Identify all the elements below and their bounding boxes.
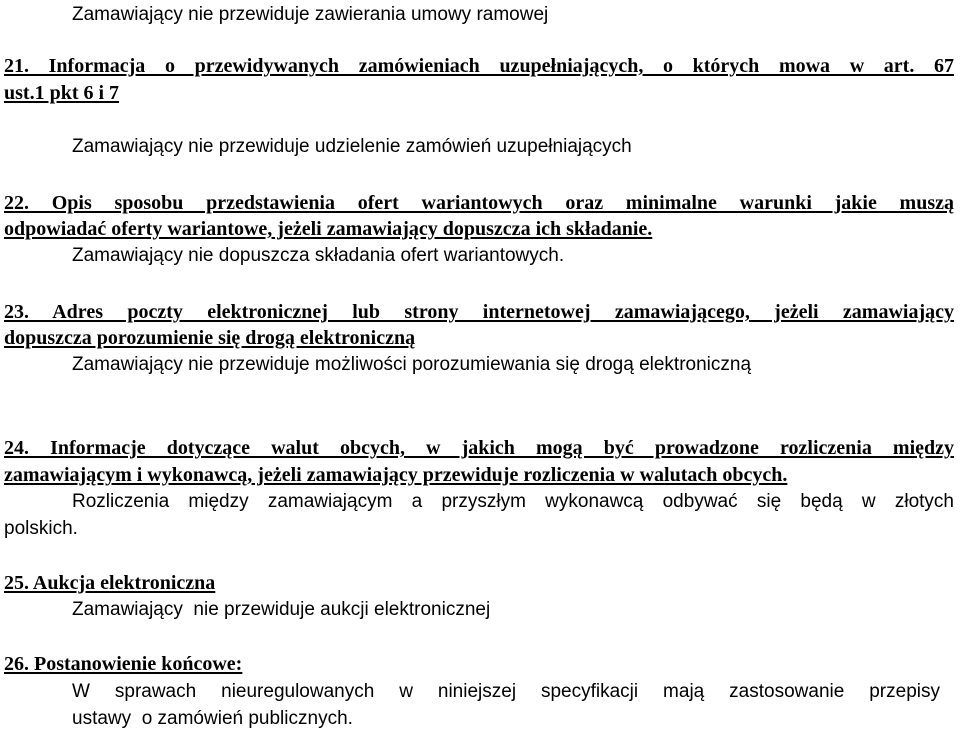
section-21-body: Zamawiający nie przewiduje udzielenie zamówień uzupełniających [72, 136, 632, 157]
section-25-heading: 25. Aukcja elektroniczna [4, 572, 216, 594]
section-24-heading-line-2: zamawiającym i wykonawcą, jeżeli zamawiający przewiduje rozliczenia w walutach obcych. [4, 464, 788, 486]
section-24-body-line-1: Rozliczenia między zamawiającym a przyszłym wykonawcą odbywać się będą w złotych [72, 491, 954, 512]
section-26-body-line-1: W sprawach nieuregulowanych w niniejszej specyfikacji mają zastosowanie przepisy [72, 681, 940, 702]
section-22-body: Zamawiający nie dopuszcza składania ofert wariantowych. [72, 245, 565, 266]
section-23-heading-line-1: 23. Adres poczty elektronicznej lub strony internetowej zamawiającego, jeżeli zamawiający [4, 301, 954, 323]
section-24-heading-line-1: 24. Informacje dotyczące walut obcych, w jakich mogą być prowadzone rozliczenia między [4, 437, 954, 459]
section-26-body-line-2: ustawy o zamówień publicznych. [72, 708, 353, 729]
section-20-body: Zamawiający nie przewiduje zawierania umowy ramowej [72, 4, 549, 25]
section-22-heading-line-2: odpowiadać oferty wariantowe, jeżeli zamawiający dopuszcza ich składanie. [4, 218, 653, 240]
section-25-body: Zamawiający nie przewiduje aukcji elektronicznej [72, 599, 491, 620]
section-21-heading-line-1: 21. Informacja o przewidywanych zamówieniach uzupełniających, o których mowa w art. 67 [4, 55, 954, 77]
section-23-heading-line-2: dopuszcza porozumienie się drogą elektroniczną [4, 327, 416, 349]
section-24-body-line-2: polskich. [4, 518, 78, 539]
section-26-heading: 26. Postanowienie końcowe: [4, 653, 243, 675]
section-22-heading-line-1: 22. Opis sposobu przedstawienia ofert wariantowych oraz minimalne warunki jakie muszą [4, 192, 954, 214]
section-23-body: Zamawiający nie przewiduje możliwości porozumiewania się drogą elektroniczną [72, 354, 752, 375]
section-21-heading-line-2: ust.1 pkt 6 i 7 [4, 82, 120, 104]
